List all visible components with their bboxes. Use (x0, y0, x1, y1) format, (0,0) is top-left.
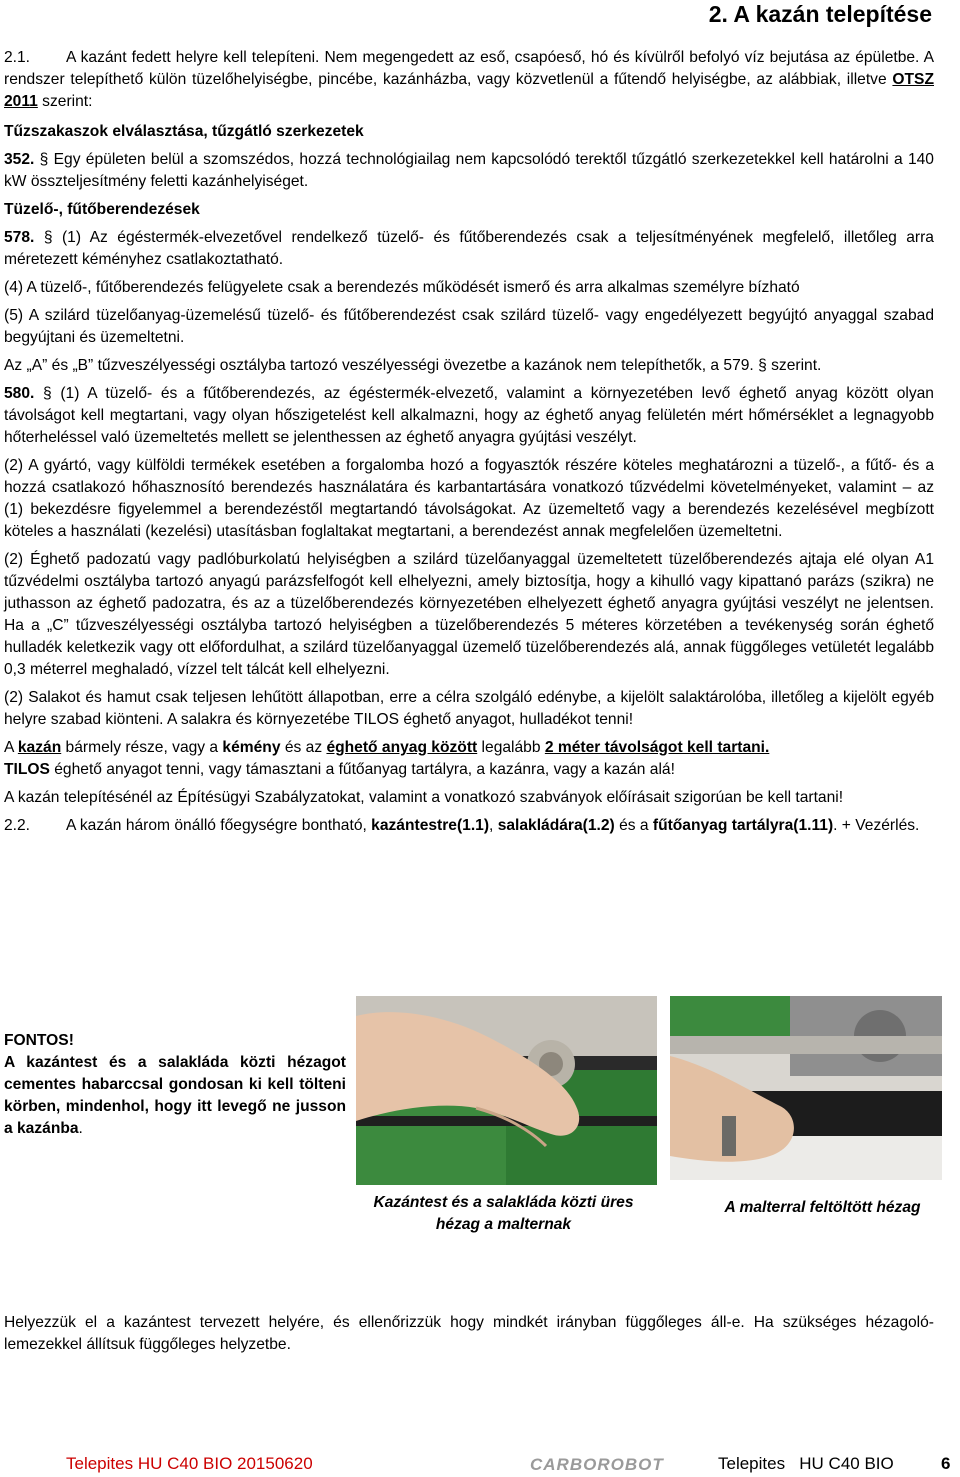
section-2-2 (4, 815, 934, 837)
paragraph-2-manufacturer: (2) A gyártó, vagy külföldi termékek esetében a forgalomba hozó a fogyasztók részére köteles meghatározni a tüzelő-, a fűtő- és a hozzá csatlakozó hőhasznosító berendezés használatára és karbantartására vonatkozó tűzvédelmi követelményeket, valamint – az (1) bekezdésre figyelemmel a berendezéstől megtartandó távolságokat. Az üzemeltető vagy a berendezés kezelésével megbízott köteles a használati (kezelési) utasításban foglaltakat megtartani, a berendezést annak megfelelően üzemeltetni. (4, 457, 934, 540)
caption-filled-gap: A malterral feltöltött hézag (724, 1199, 921, 1216)
paragraph-text: (1) A tüzelő- és a fűtőberendezés, az égéstermék-elvezető, valamint a környezetében levő éghető anyag között olyan távolságot kell megtartani, vagy olyan hőszigetelést kell alkalmazni, hogy az éghető anyag felületén mért hőmérséklet a legnagyobb hőterheléssel való üzemeltetés mellett se jelenthessen az éghető anyagra gyújtási veszélyt. (4, 385, 934, 446)
warning-text: éghető anyagot tenni, vagy támasztani a fűtőanyag tartályra, a kazánra, vagy a kazán alá! (49, 761, 675, 778)
section-text-tail: szerint: (37, 93, 93, 110)
paragraph-5: (5) A szilárd tüzelőanyag-üzemelésű tüzelő- és fűtőberendezést csak szilárd tüzelő- vagy engedélyezett begyújtó anyaggal szabad begyújtani és üzemeltetni. (4, 307, 934, 346)
section-text: A kazánt fedett helyre kell telepíteni. Nem megengedett az eső, csapóeső, hó és kívülről befolyó víz bejutása az épületbe. A rendszer telepíthető külön tüzelőhelyiségbe, pincébe, kazánházba, vagy közvetlenül a fűtendő helyiségbe, az alábbiak, illetve (4, 49, 934, 88)
paragraph-text: Az „A” és „B” tűzveszélyességi osztályba tartozó veszélyességi övezetbe a kazánok nem telepíthetők, a 579. (4, 357, 754, 374)
paragraph-building-code: A kazán telepítésénél az Építésügyi Szabályzatokat, valamint a vonatkozó szabványok előírásait szigorúan be kell tartani! (4, 789, 844, 806)
warning-text: legalább (477, 739, 545, 756)
unit-salaklada: salakládára(1.2) (497, 817, 615, 834)
caption-empty-gap: Kazántest és a salakláda közti üres hézag a malternak (373, 1194, 634, 1233)
important-heading: FONTOS! (4, 1032, 74, 1049)
paragraph-sign: § (43, 385, 52, 402)
footer-document-id: Telepites HU C40 BIO 20150620 (66, 1454, 313, 1473)
section-text: és a (614, 817, 653, 834)
paragraph-4: (4) A tüzelő-, fűtőberendezés felügyelete csak a berendezés működését ismerő és arra alkalmas személyre bízható (4, 279, 800, 296)
section-text: . + Vezérlés. (833, 817, 920, 834)
paragraph-number: 578. (4, 229, 35, 246)
paragraph-number: 352. (4, 151, 35, 168)
paragraph-number: 580. (4, 385, 35, 402)
carborobot-logo: CARBOROBOT (530, 1455, 664, 1474)
photo-filled-gap (670, 996, 942, 1180)
paragraph-578 (4, 227, 934, 271)
paragraph-text: Egy épületen belül a szomszédos, hozzá technológiailag nem kapcsolódó terektől tűzgátló szerkezetekkel kell határolni a 140 kW összteljesítmény feletti kazánhelyiséget. (4, 151, 934, 190)
warning-distance (4, 737, 934, 781)
otsz-link[interactable]: OTSZ 2011 (4, 71, 934, 110)
warning-text: bármely része, vagy a (61, 739, 223, 756)
paragraph-580 (4, 383, 934, 449)
paragraph-text: (1) Az égéstermék-elvezetővel rendelkező tüzelő- és fűtőberendezés csak a teljesítményének megfelelő, illetőleg arra méretezett kéményhez csatlakoztatható. (4, 229, 934, 268)
unit-futoanyag-tartaly: fűtőanyag tartályra(1.11) (652, 817, 834, 834)
paragraph-sign: § (39, 151, 49, 168)
important-note (4, 1030, 346, 1140)
paragraph-352 (4, 149, 934, 193)
warning-text: és az (280, 739, 327, 756)
section-number: 2.2. (4, 817, 31, 834)
warning-tilos: TILOS (4, 761, 50, 778)
photo-empty-gap-illustration (356, 996, 657, 1185)
page-footer (0, 1452, 960, 1476)
warning-text: A (4, 739, 18, 756)
photo-filled-gap-illustration (670, 996, 942, 1180)
paragraph-text-tail: szerint. (771, 357, 822, 374)
warning-eghetoanyag: éghető anyag között (326, 739, 478, 756)
heading-fire-compartments: Tűzszakaszok elválasztása, tűzgátló szerkezetek (4, 123, 364, 140)
paragraph-ab-zones (4, 355, 934, 377)
main-text (4, 47, 934, 843)
paragraph-sign: § (758, 357, 767, 374)
important-dot: . (78, 1120, 83, 1137)
heading-heating-devices: Tüzelő-, fűtőberendezések (4, 201, 200, 218)
page-title: 2. A kazán telepítése (708, 1, 932, 27)
warning-distance-value: 2 méter távolságot kell tartani. (544, 739, 770, 756)
section-number: 2.1. (4, 49, 31, 66)
paragraph-2-floor: (2) Éghető padozatú vagy padlóburkolatú helyiségben a szilárd tüzelőanyaggal üzemeltetett tüzelőberendezés ajtaja elé olyan A1 tűzvédelmi osztályba tartozó anyagú parázsfelfogót kell elhelyezni, amely biztosítja, hogy a kihulló vagy kipattanó parázs (szikra) ne juthasson az éghető padozatra, és az a tüzelőberendezés környezetében elhelyezett éghető anyagra gyújtási veszélyt ne jelentsen. Ha a „C” tűzveszélyességi osztályba tartozó helyiségben a tüzelőberendezés 5 méteres körzetében a tevékenység során éghető hulladék keletkezik vagy ott előfordulhat, a szilárd tüzelőanyaggal üzemelő tüzelőberendezés alá, annak függőleges vetületét legalább 0,3 méterrel meghaladó, vízzel telt tálcát kell elhelyezni. (4, 551, 934, 678)
paragraph-sign: § (43, 229, 53, 246)
unit-kazantest: kazántestre(1.1) (371, 817, 490, 834)
paragraph-vertical-alignment: Helyezzük el a kazántest tervezett helyére, és ellenőrizzük hogy mindkét irányban függőleges áll-e. Ha szükséges hézagoló-lemezekkel állítsuk függőleges helyzetbe. (4, 1314, 934, 1353)
page-number: 6 (941, 1454, 951, 1473)
important-text: A kazántest és a salakláda közti hézagot cementes habarccsal gondosan ki kell tölteni körben, mindenhol, hogy itt levegő ne jusson a kazánba (4, 1054, 346, 1137)
section-text: , (489, 817, 498, 834)
footer-document-name: Telepites HU C40 BIO (718, 1454, 894, 1473)
warning-kazan: kazán (17, 739, 62, 756)
section-2-1 (4, 47, 934, 113)
photo-empty-gap (356, 996, 657, 1185)
section-text: A kazán három önálló főegységre bontható, (66, 817, 372, 834)
paragraph-2-ash: (2) Salakot és hamut csak teljesen lehűtött állapotban, erre a célra szolgáló edénybe, a kijelölt salaktárolóba, illetőleg a kijelölt egyéb helyre szabad kiönteni. A salakra és környezetébe TILOS éghető anyagot, hulladékot tenni! (4, 689, 934, 728)
warning-kemeny: kémény (222, 739, 281, 756)
